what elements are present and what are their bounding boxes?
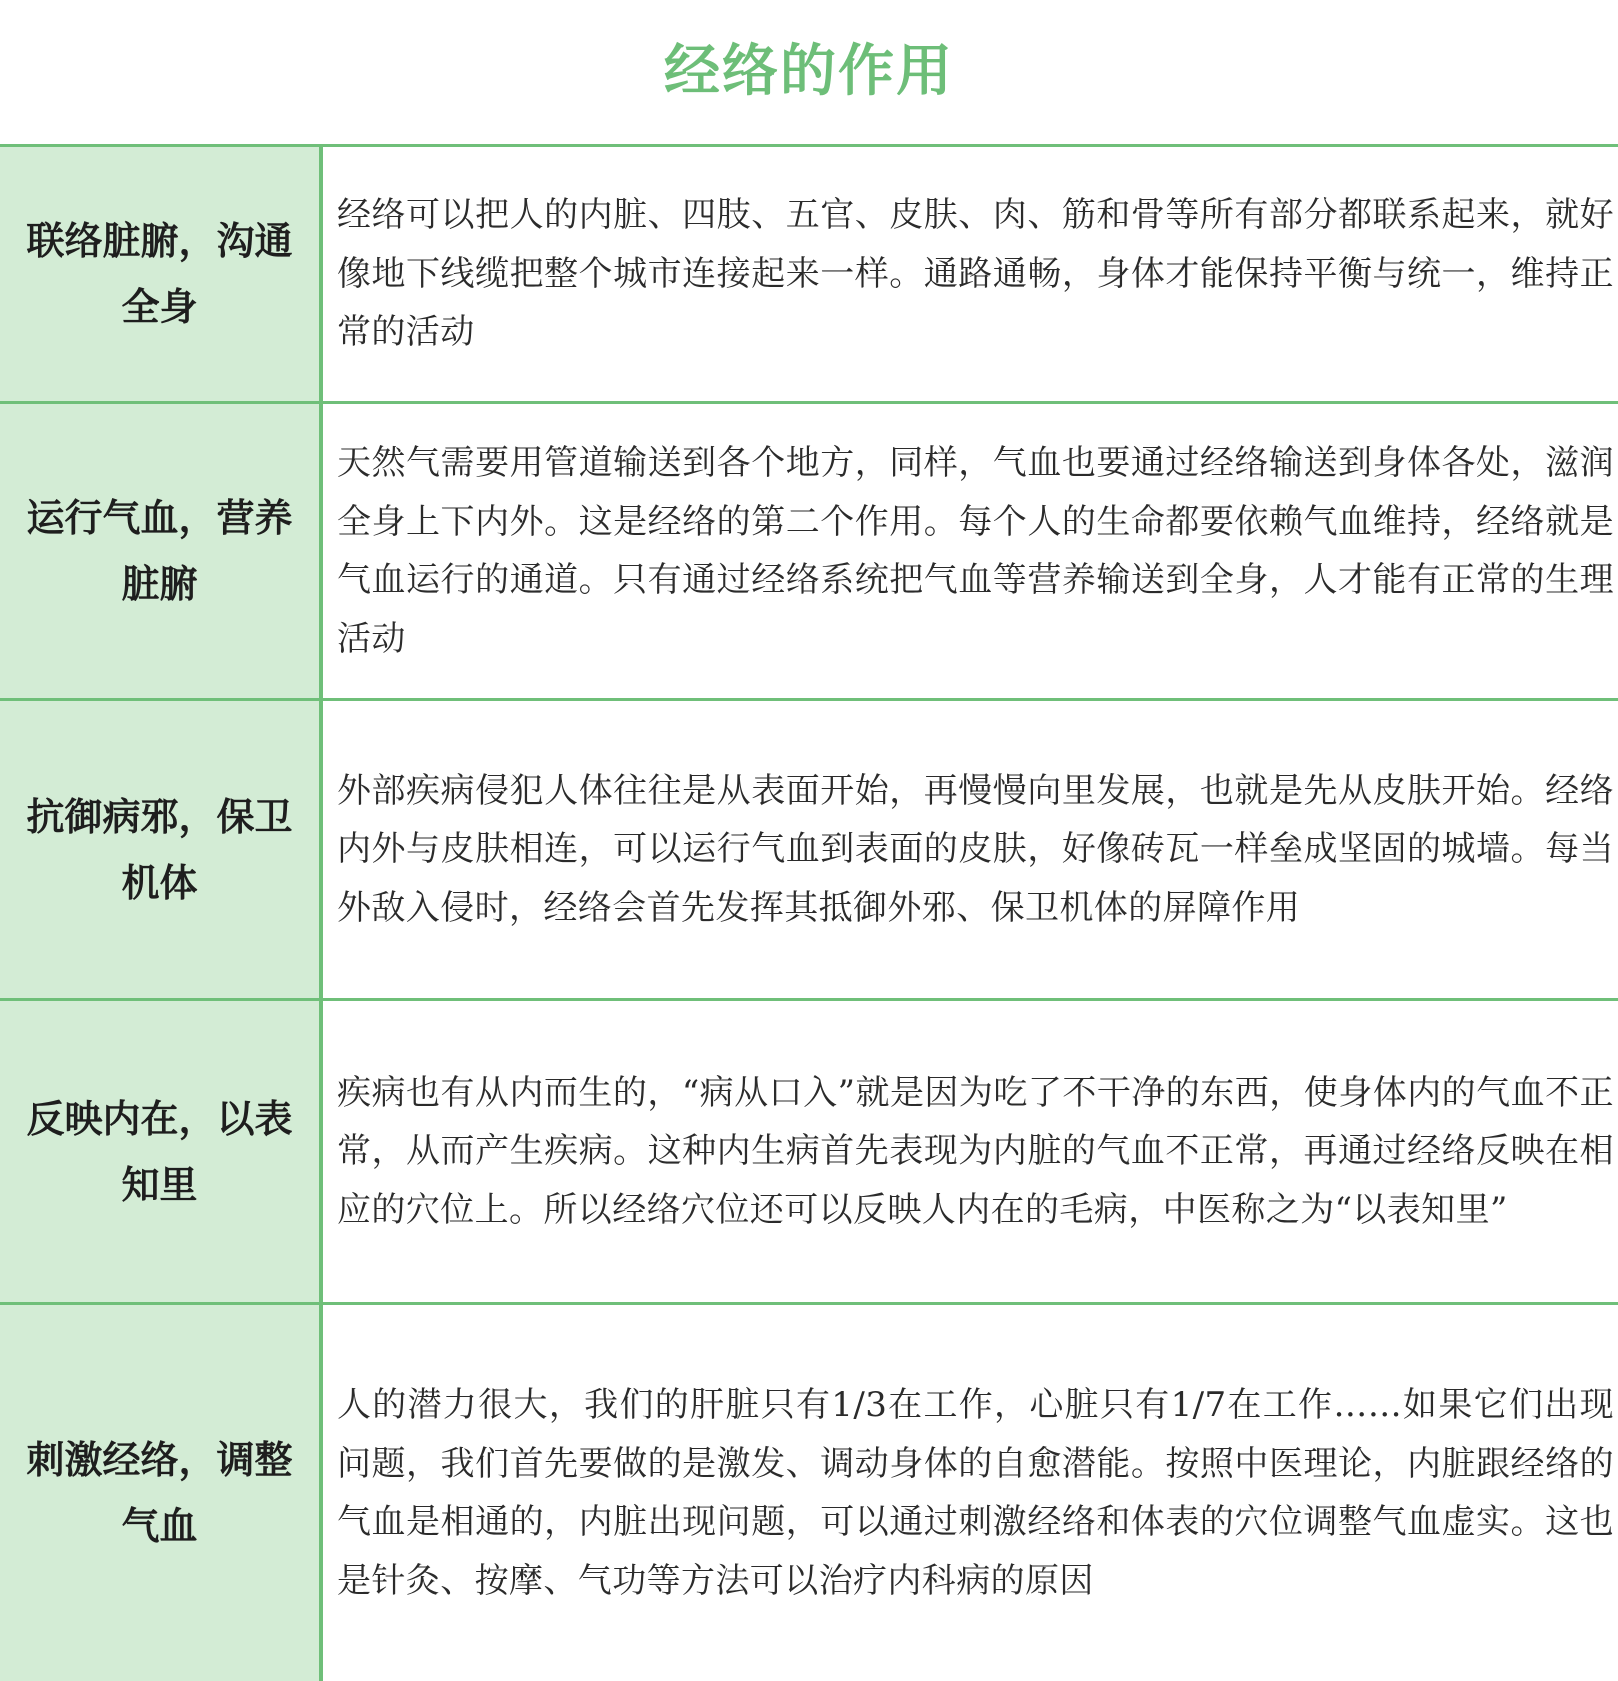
table-row [0,147,1618,404]
row-label: 抗御病邪，保卫机体 [26,794,293,905]
row-description: 经络可以把人的内脏、四肢、五官、皮肤、肉、筋和骨等所有部分都联系起来，就好像地下线缆把整个城市连接起来一样。通路通畅，身体才能保持平衡与统一，维持正常的活动 [337,195,1614,353]
row-label-cell [0,701,323,998]
row-description: 疾病也有从内而生的，“病从口入”就是因为吃了不干净的东西，使身体内的气血不正常，从而产生疾病。这种内生病首先表现为内脏的气血不正常，再通过经络反映在相应的穴位上。所以经络穴位还可以反映人内在的毛病，中医称之为“以表知里” [337,1072,1614,1230]
functions-table [0,144,1618,1678]
row-label: 联络脏腑，沟通全身 [26,219,293,329]
table-row [0,404,1618,701]
table-row [0,1305,1618,1681]
table-row [0,701,1618,1001]
row-description: 天然气需要用管道输送到各个地方，同样，气血也要通过经络输送到身体各处，滋润全身上下内外。这是经络的第二个作用。每个人的生命都要依赖气血维持，经络就是气血运行的通道。只有通过经络系统把气血等营养输送到全身，人才能有正常的生理活动 [337,443,1614,659]
row-label: 运行气血，营养脏腑 [26,496,293,606]
row-description-cell [337,1305,1614,1681]
table-row [0,1001,1618,1305]
row-label: 反映内在，以表知里 [26,1096,293,1207]
row-label-cell [0,404,323,698]
row-label-cell [0,1305,323,1681]
row-description: 人的潜力很大，我们的肝脏只有1/3在工作，心脏只有1/7在工作……如果它们出现问题，我们首先要做的是激发、调动身体的自愈潜能。按照中医理论，内脏跟经络的气血是相通的，内脏出现问题，可以通过刺激经络和体表的穴位调整气血虚实。这也是针灸、按摩、气功等方法可以治疗内科病的原因 [337,1385,1614,1601]
row-description-cell [337,404,1614,698]
row-description: 外部疾病侵犯人体往往是从表面开始，再慢慢向里发展，也就是先从皮肤开始。经络内外与皮肤相连，可以运行气血到表面的皮肤，好像砖瓦一样垒成坚固的城墙。每当外敌入侵时，经络会首先发挥其抵御外邪、保卫机体的屏障作用 [337,770,1614,928]
row-description-cell [337,701,1614,998]
row-description-cell [337,147,1614,401]
row-label-cell [0,147,323,401]
row-label: 刺激经络，调整气血 [26,1438,293,1548]
row-description-cell [337,1001,1614,1302]
page-title: 经络的作用 [664,39,954,104]
row-label-cell [0,1001,323,1302]
